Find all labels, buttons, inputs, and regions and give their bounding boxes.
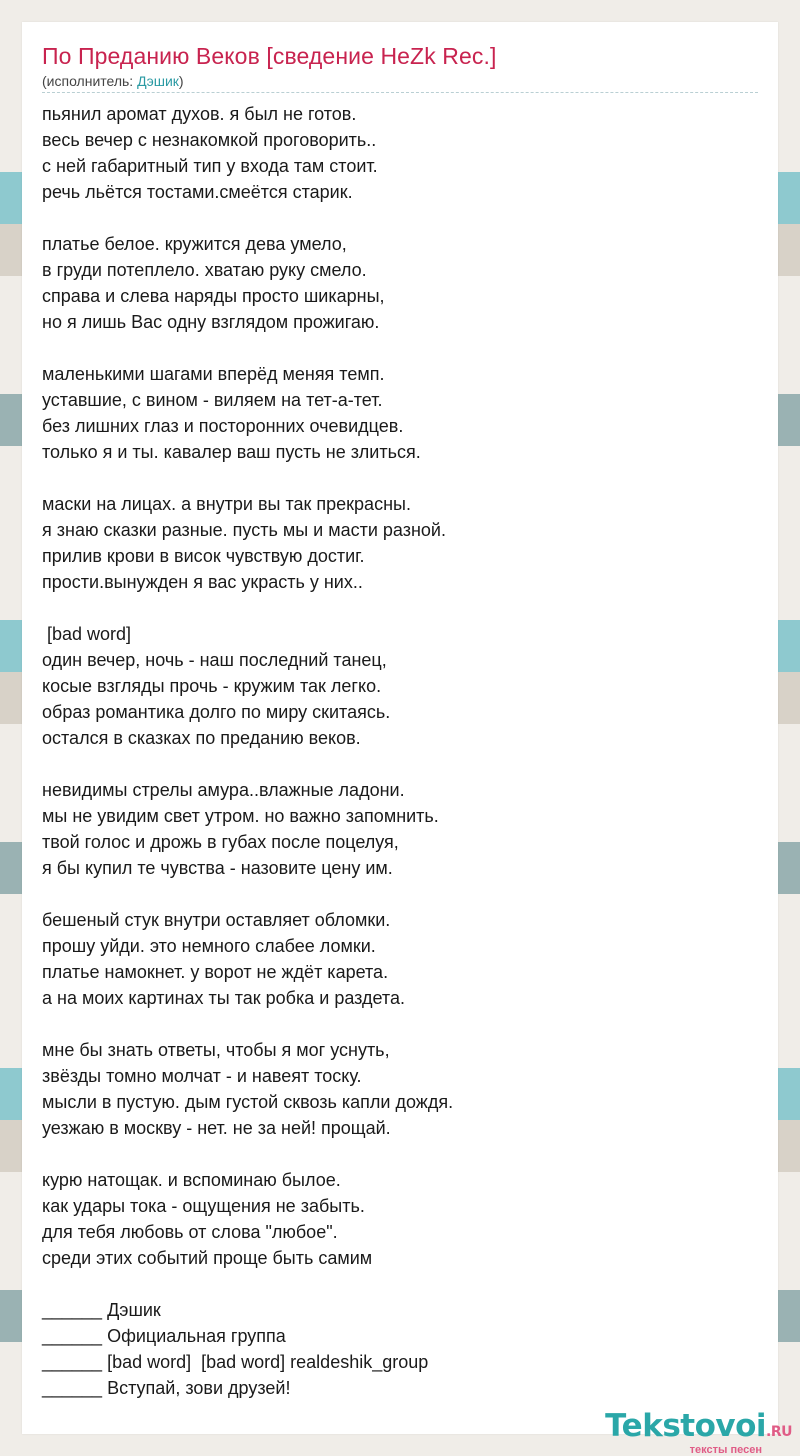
lyrics-footer [42,1297,758,1401]
lyric-line: прилив крови в висок чувствую достиг. [42,546,365,566]
lyric-line: но я лишь Вас одну взглядом прожигаю. [42,312,380,332]
footer-line: ______ Вступай, зови друзей! [42,1378,291,1398]
logo-tld: .RU [766,1424,792,1440]
site-logo[interactable] [605,1409,792,1456]
lyric-line: пьянил аромат духов. я был не готов. [42,104,357,124]
stanza-break [42,751,758,777]
lyric-line: среди этих событий проще быть самим [42,1248,373,1268]
lyric-line: косые взгляды прочь - кружим так легко. [42,676,382,696]
lyric-line: платье намокнет. у ворот не ждёт карета. [42,962,389,982]
lyric-line: в груди потеплело. хватаю руку смело. [42,260,367,280]
lyric-line: твой голос и дрожь в губах после поцелуя, [42,832,399,852]
logo-name: Tekstovoi [605,1408,767,1444]
artist-prefix: (исполнитель: [42,73,138,89]
artist-link[interactable]: Дэшик [137,73,179,89]
footer-line: ______ Дэшик [42,1300,161,1320]
lyric-line: прости.вынужден я вас украсть у них.. [42,572,363,592]
lyric-line: курю натощак. и вспоминаю былое. [42,1170,341,1190]
stanza-break [42,1011,758,1037]
lyric-line: образ романтика долго по миру скитаясь. [42,702,391,722]
lyric-line: справа и слева наряды просто шикарны, [42,286,385,306]
lyric-line: речь льётся тостами.смеётся старик. [42,182,353,202]
lyric-line: без лишних глаз и посторонних очевидцев. [42,416,404,436]
artist-suffix: ) [178,73,184,89]
lyric-line: как удары тока - ощущения не забыть. [42,1196,365,1216]
lyric-line: мысли в пустую. дым густой сквозь капли дождя. [42,1092,454,1112]
footer-line: ______ [bad word] [bad word] realdeshik_group [42,1352,429,1372]
lyric-line: уставшие, с вином - виляем на тет-а-тет. [42,390,383,410]
lyric-line: остался в сказках по преданию веков. [42,728,361,748]
lyric-line: платье белое. кружится дева умело, [42,234,347,254]
logo-tagline: тексты песен [689,1444,762,1456]
stanza-break [42,205,758,231]
lyric-line: звёзды томно молчат - и навеят тоску. [42,1066,362,1086]
lyric-line: я знаю сказки разные. пусть мы и масти разной. [42,520,446,540]
lyric-line: с ней габаритный тип у входа там стоит. [42,156,378,176]
stanza-break [42,335,758,361]
stanza-break [42,1141,758,1167]
song-title: По Преданию Веков [сведение HeZk Rec.] [42,43,497,69]
lyric-line: я бы купил те чувства - назовите цену им. [42,858,393,878]
lyric-line: весь вечер с незнакомкой проговорить.. [42,130,377,150]
lyric-line: маски на лицах. а внутри вы так прекрасны. [42,494,411,514]
title-divider [42,92,758,93]
stanza-break [42,881,758,907]
lyrics-card [22,22,778,1434]
lyric-line: невидимы стрелы амура..влажные ладони. [42,780,405,800]
lyric-line: мне бы знать ответы, чтобы я мог уснуть, [42,1040,390,1060]
stanza-break [42,1271,758,1297]
lyric-line: маленькими шагами вперёд меняя темп. [42,364,385,384]
lyric-line: только я и ты. кавалер ваш пусть не злиться. [42,442,421,462]
artist-line [42,72,758,90]
lyric-line: прошу уйди. это немного слабее ломки. [42,936,376,956]
lyric-line: мы не увидим свет утром. но важно запомнить. [42,806,439,826]
footer-line: ______ Официальная группа [42,1326,286,1346]
lyric-line: [bad word] [42,624,132,644]
stanza-break [42,465,758,491]
stanza-break [42,595,758,621]
lyric-line: один вечер, ночь - наш последний танец, [42,650,387,670]
lyric-line: для тебя любовь от слова "любое". [42,1222,338,1242]
lyrics-body [42,101,758,1297]
lyric-line: уезжаю в москву - нет. не за ней! прощай. [42,1118,391,1138]
lyric-line: а на моих картинах ты так робка и раздета. [42,988,405,1008]
lyric-line: бешеный стук внутри оставляет обломки. [42,910,391,930]
